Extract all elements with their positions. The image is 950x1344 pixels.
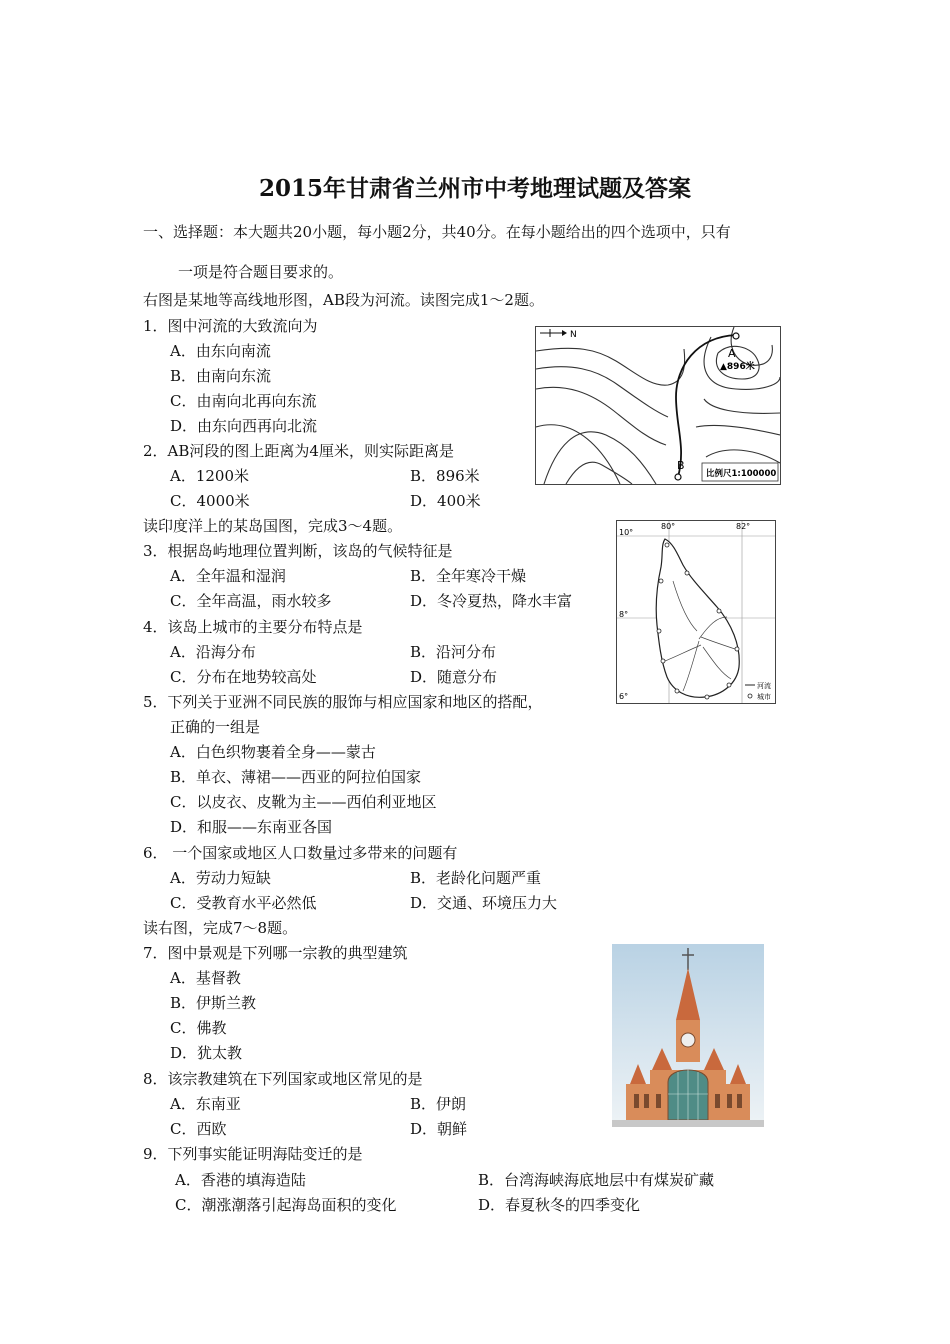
intro-3-4: 读印度洋上的某岛国图，完成3～4题。 — [143, 517, 403, 535]
q5-option-c: C．以皮衣、皮靴为主——西伯利亚地区 — [170, 793, 437, 811]
contour-map — [535, 326, 781, 485]
contour-map-svg — [536, 327, 780, 484]
intro-7-8: 读右图，完成7～8题。 — [143, 919, 298, 937]
legend-city-label: 城市 — [757, 693, 771, 701]
q5-option-b: B．单衣、薄裙——西亚的阿拉伯国家 — [170, 768, 422, 786]
q1-option-a: A．由东向南流 — [170, 342, 271, 360]
q3-stem: 3．根据岛屿地理位置判断，该岛的气候特征是 — [143, 542, 453, 560]
legend-river-label: 河流 — [757, 682, 771, 690]
lat-10-label: 10° — [619, 528, 634, 537]
church-photo — [612, 944, 764, 1127]
scale-label: 比例尺1:100000 — [706, 469, 777, 479]
island-map — [616, 520, 776, 704]
q2-stem: 2．AB河段的图上距离为4厘米，则实际距离是 — [143, 442, 454, 460]
q7-stem: 7．图中景观是下列哪一宗教的典型建筑 — [143, 944, 408, 962]
q5-option-d: D．和服——东南亚各国 — [170, 818, 333, 836]
q9-option-d: D．春夏秋冬的四季变化 — [478, 1196, 641, 1214]
q2-option-a: A．1200米 — [170, 467, 250, 485]
q4-option-a: A．沿海分布 — [170, 643, 256, 661]
q7-option-d: D．犹太教 — [170, 1044, 243, 1062]
q6-option-c: C．受教育水平必然低 — [170, 894, 317, 912]
island-map-svg — [617, 521, 775, 703]
q8-option-d: D．朝鲜 — [410, 1120, 468, 1138]
point-a-label: A — [728, 347, 736, 360]
q3-option-a: A．全年温和湿润 — [170, 567, 286, 585]
q5-stem-cont: 正确的一组是 — [170, 718, 261, 736]
q4-option-c: C．分布在地势较高处 — [170, 668, 317, 686]
q3-option-c: C．全年高温，雨水较多 — [170, 592, 332, 610]
q4-option-b: B．沿河分布 — [410, 643, 497, 661]
north-label: N — [570, 330, 577, 340]
q4-option-d: D．随意分布 — [410, 668, 498, 686]
lat-8-label: 8° — [619, 610, 629, 619]
lat-6-label: 6° — [619, 692, 629, 701]
q7-option-c: C．佛教 — [170, 1019, 227, 1037]
q2-option-b: B．896米 — [410, 467, 480, 485]
q6-option-b: B．老龄化问题严重 — [410, 869, 542, 887]
peak-label: ▲896米 — [720, 362, 755, 372]
q4-stem: 4．该岛上城市的主要分布特点是 — [143, 618, 363, 636]
q5-option-a: A．白色织物裹着全身——蒙古 — [170, 743, 376, 761]
q1-option-d: D．由东向西再向北流 — [170, 417, 318, 435]
q9-option-c: C．潮涨潮落引起海岛面积的变化 — [175, 1196, 397, 1214]
q9-option-a: A．香港的填海造陆 — [175, 1171, 306, 1189]
q2-option-c: C．4000米 — [170, 492, 250, 510]
q6-stem: 6． 一个国家或地区人口数量过多带来的问题有 — [143, 844, 458, 862]
church-photo-svg — [612, 944, 764, 1127]
point-b-label: B — [677, 459, 685, 472]
q2-option-d: D．400米 — [410, 492, 481, 510]
q6-option-a: A．劳动力短缺 — [170, 869, 271, 887]
q3-option-d: D．冬冷夏热，降水丰富 — [410, 592, 573, 610]
q8-option-b: B．伊朗 — [410, 1095, 467, 1113]
q9-option-b: B．台湾海峡海底地层中有煤炭矿藏 — [478, 1171, 715, 1189]
q1-option-c: C．由南向北再向东流 — [170, 392, 317, 410]
q8-stem: 8．该宗教建筑在下列国家或地区常见的是 — [143, 1070, 423, 1088]
lon-80-label: 80° — [661, 522, 676, 531]
section-heading-cont: 一项是符合题目要求的。 — [178, 263, 344, 281]
q1-stem: 1．图中河流的大致流向为 — [143, 317, 318, 335]
q7-option-a: A．基督教 — [170, 969, 241, 987]
q3-option-b: B．全年寒冷干燥 — [410, 567, 527, 585]
section-heading: 一、选择题：本大题共20小题，每小题2分，共40分。在每小题给出的四个选项中，只有 — [143, 223, 731, 241]
q7-option-b: B．伊斯兰教 — [170, 994, 257, 1012]
q5-stem: 5．下列关于亚洲不同民族的服饰与相应国家和地区的搭配， — [143, 693, 543, 711]
q8-option-c: C．西欧 — [170, 1120, 227, 1138]
q9-stem: 9．下列事实能证明海陆变迁的是 — [143, 1145, 363, 1163]
intro-1-2: 右图是某地等高线地形图，AB段为河流。读图完成1～2题。 — [143, 291, 544, 309]
q8-option-a: A．东南亚 — [170, 1095, 241, 1113]
q1-option-b: B．由南向东流 — [170, 367, 272, 385]
lon-82-label: 82° — [736, 522, 751, 531]
q6-option-d: D．交通、环境压力大 — [410, 894, 558, 912]
page-title: 2015年甘肃省兰州市中考地理试题及答案 — [258, 175, 691, 202]
